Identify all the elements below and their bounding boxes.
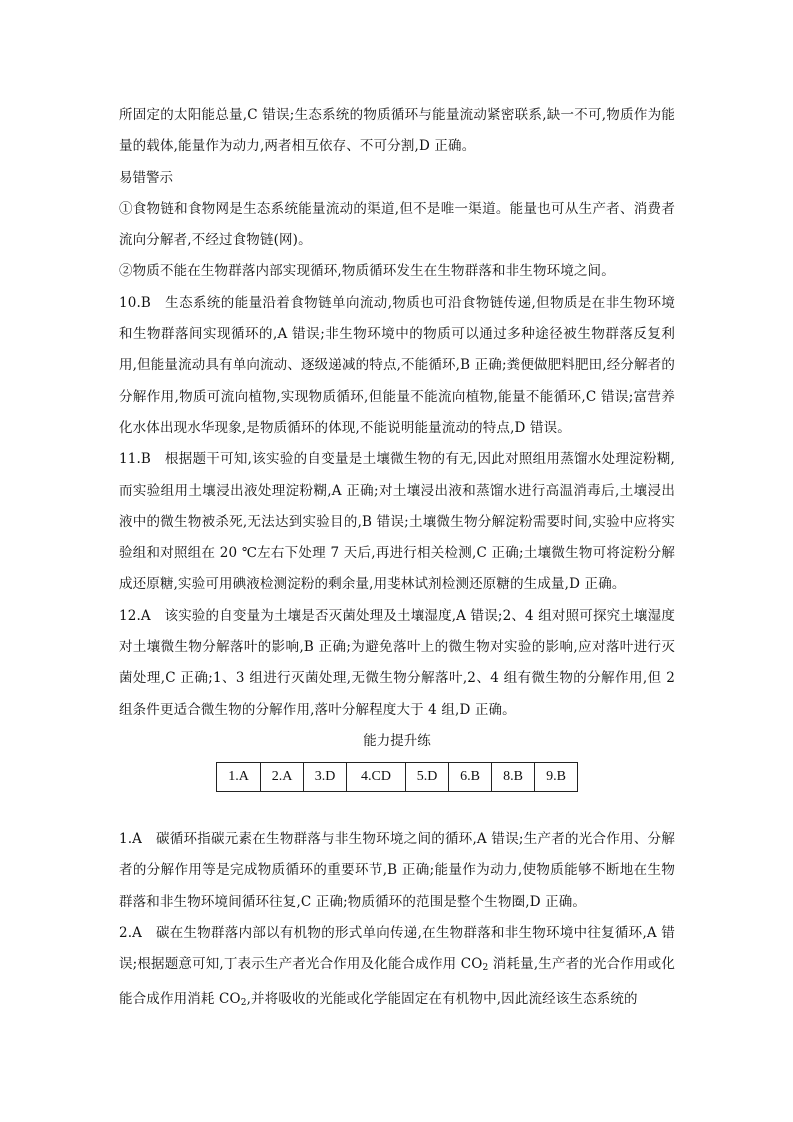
answer-12: 12.A 该实验的自变量为土壤是否灭菌处理及土壤湿度,A 错误;2、4 组对照可探究土壤湿度对土壤微生物分解落叶的影响,B 正确;为避免落叶上的微生物对实验的影响,应对落叶进行灭菌处理,C 正确;1、3 组进行灭菌处理,无微生物分解落叶,2、4 组有微生物的分解作用,但 2 组条件更适合微生物的分解作用,落叶分解程度大于 4 组,D 正确。: [119, 607, 675, 718]
answer-adv-2: [119, 918, 675, 1020]
spacer: [119, 792, 675, 824]
answer-key-table: [216, 762, 578, 792]
answer-adv-2-text: ,并将吸收的光能或化学能固定在有机物中,因此流经该生态系统的: [246, 991, 638, 1008]
answer-adv-2-text: 消耗量,生产者的光合作用或化能合成作用消耗 CO: [119, 956, 675, 1008]
answer-key-cell: 4.CD: [347, 762, 406, 791]
subscript: 2: [240, 998, 247, 1009]
answer-adv-1: 1.A 碳循环指碳元素在生物群落与非生物环境之间的循环,A 错误;生产者的光合作用、分解者的分解作用等是完成物质循环的重要环节,B 正确;能量作为动力,使物质能够不断地在生物群落和非生物环境间循环往复,C 正确;物质循环的范围是整个生物圈,D 正确。: [119, 830, 675, 910]
paragraph-continuation: 所固定的太阳能总量,C 错误;生态系统的物质循环与能量流动紧密联系,缺一不可,物质作为能量的载体,能量作为动力,两者相互依存、不可分割,D 正确。: [119, 107, 675, 155]
answer-key-cell: 3.D: [304, 762, 347, 791]
answer-key-cell: 8.B: [492, 762, 535, 791]
warning-title: 易错警示: [119, 169, 173, 186]
answer-adv-2-text: 2.A 碳在生物群落内部以有机物的形式单向传递,在生物群落和非生物环境中往复循环,A 错误;根据题意可知,丁表示生产者光合作用及化能合成作用 CO: [119, 924, 675, 973]
answer-key-cell: 2.A: [261, 762, 304, 791]
document-content: [119, 100, 675, 1020]
subscript: 2: [482, 963, 489, 974]
answer-key-cell: 6.B: [449, 762, 492, 791]
answer-key-cell: 1.A: [217, 762, 261, 791]
answer-10: 10.B 生态系统的能量沿着食物链单向流动,物质也可沿食物链传递,但物质是在非生物环境和生物群落间实现循环的,A 错误;非生物环境中的物质可以通过多种途径被生物群落反复利用,但能量流动具有单向流动、逐级递减的特点,不能循环,B 正确;粪便做肥料肥田,经分解者的分解作用,物质可流向植物,实现物质循环,但能量不能流向植物,能量不能循环,C 错误;富营养化水体出现水华现象,是物质循环的体现,不能说明能量流动的特点,D 错误。: [119, 294, 675, 436]
answer-key-cell: 5.D: [406, 762, 449, 791]
section-title: 能力提升练: [363, 732, 431, 749]
answer-key-row: [217, 762, 578, 791]
warning-item-1: ①食物链和食物网是生态系统能量流动的渠道,但不是唯一渠道。能量也可从生产者、消费者流向分解者,不经过食物链(网)。: [119, 200, 675, 249]
warning-item-2: ②物质不能在生物群落内部实现循环,物质循环发生在生物群落和非生物环境之间。: [119, 263, 615, 280]
answer-11: 11.B 根据题干可知,该实验的自变量是土壤微生物的有无,因此对照组用蒸馏水处理淀粉糊,而实验组用土壤浸出液处理淀粉糊,A 正确;对土壤浸出液和蒸馏水进行高温消毒后,土壤浸出液中的微生物被杀死,无法达到实验目的,B 错误;土壤微生物分解淀粉需要时间,实验中应将实验组和对照组在 20 ℃左右下处理 7 天后,再进行相关检测,C 正确;土壤微生物可将淀粉分解成还原糖,实验可用碘液检测淀粉的剩余量,用斐林试剂检测还原糖的生成量,D 正确。: [119, 451, 675, 593]
answer-key-cell: 9.B: [535, 762, 578, 791]
